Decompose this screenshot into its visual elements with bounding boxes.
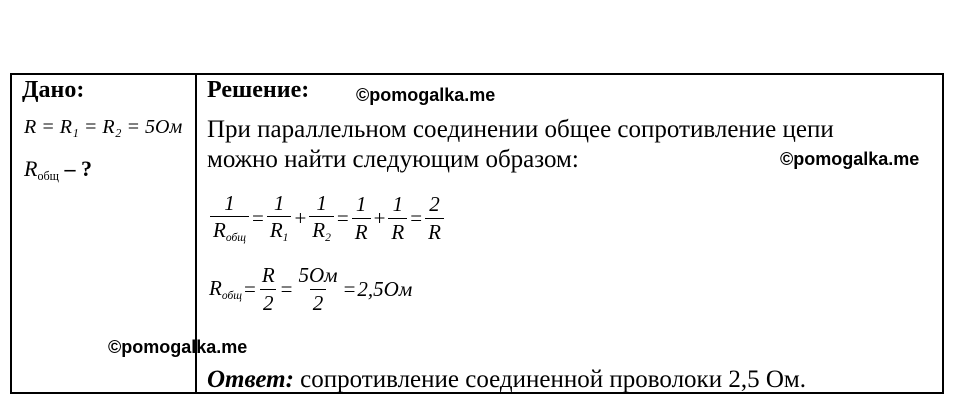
fraction: $\frac{1}{R}$ [352,193,371,242]
result-value: 2,5Ом [357,276,413,301]
solution-text-line1: При параллельном соединении общее сопротивление цепи [207,116,834,143]
formula-total-resistance [209,259,412,319]
equals-sign: = [243,276,256,301]
fraction: $\frac{R}{2}$ [261,263,275,315]
formula-parallel-resistance [209,183,445,253]
equals-sign: = [251,205,264,230]
watermark: ©pomogalka.me [780,149,920,169]
plus-sign: + [294,205,307,230]
fraction: $\frac{5Ом}{2}$ [298,263,338,315]
unknown-suffix: – ? [58,156,92,181]
plus-sign: + [373,205,386,230]
fraction: $\frac{1}{R_{общ}}$ [210,192,249,244]
given-header: Дано: [22,77,85,103]
total-resistance-symbol: $R_{общ}$ [209,275,242,303]
equals-sign: = [336,205,349,230]
fraction: $\frac{1}{R_1}$ [267,192,292,244]
watermark: ©pomogalka.me [356,85,496,105]
fraction: $\frac{2}{R}$ [425,193,444,242]
fraction: $\frac{1}{R}$ [388,193,407,242]
equals-sign: = [343,276,356,301]
solution-text-line2: можно найти следующим образом: [207,146,579,173]
given-unknown [24,156,92,184]
unknown-subscript: общ [37,169,59,184]
answer-line [207,366,806,394]
solution-header: Решение: [207,77,310,103]
unknown-symbol: R [24,156,38,181]
watermark: ©pomogalka.me [108,337,248,357]
answer-label: Ответ: [207,366,294,393]
given-condition: R = R₁ = R₂ = 5Ом [24,116,183,138]
equals-sign: = [410,205,423,230]
fraction: $\frac{1}{R_2}$ [309,192,334,244]
answer-text: сопротивление соединенной проволоки 2,5 Ом. [293,366,806,393]
equals-sign: = [280,276,293,301]
